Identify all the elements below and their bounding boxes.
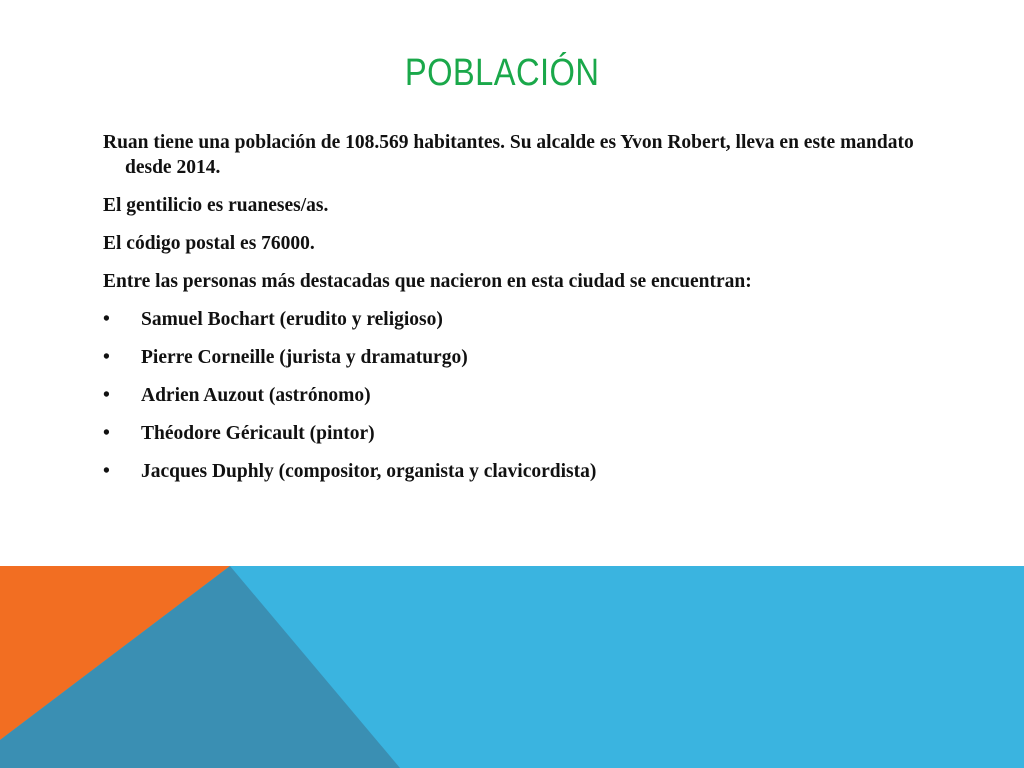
list-item (103, 383, 933, 408)
list-item (103, 345, 933, 370)
dark-blue-triangle-shape (0, 566, 400, 768)
list-item-text: Jacques Duphly (compositor, organista y clavicordista) (141, 461, 597, 482)
paragraph-population: Ruan tiene una población de 108.569 habitantes. Su alcalde es Yvon Robert, lleva en este mandato desde 2014. (103, 132, 914, 178)
bullet-icon: • (103, 461, 110, 482)
list-item-text: Samuel Bochart (erudito y religioso) (141, 309, 443, 330)
list-item-text: Théodore Géricault (pintor) (141, 423, 375, 444)
orange-triangle-shape (0, 566, 230, 740)
list-item (103, 459, 933, 484)
paragraph-notable-people-intro: Entre las personas más destacadas que nacieron en esta ciudad se encuentran: (103, 271, 752, 292)
paragraph-postal-code: El código postal es 76000. (103, 233, 315, 254)
blue-band-shape (0, 566, 1024, 768)
bullet-icon: • (103, 347, 110, 368)
list-item (103, 307, 933, 332)
list-item (103, 421, 933, 446)
bullet-icon: • (103, 423, 110, 444)
slide-title (0, 52, 1004, 95)
bullet-icon: • (103, 385, 110, 406)
list-item-text: Pierre Corneille (jurista y dramaturgo) (141, 347, 468, 368)
paragraph-demonym: El gentilicio es ruaneses/as. (103, 195, 329, 216)
list-item-text: Adrien Auzout (astrónomo) (141, 385, 371, 406)
bullet-icon: • (103, 309, 110, 330)
slide-body (103, 130, 933, 497)
slide-title-text: POBLACIÓN (404, 52, 600, 94)
notable-people-list (103, 307, 933, 484)
